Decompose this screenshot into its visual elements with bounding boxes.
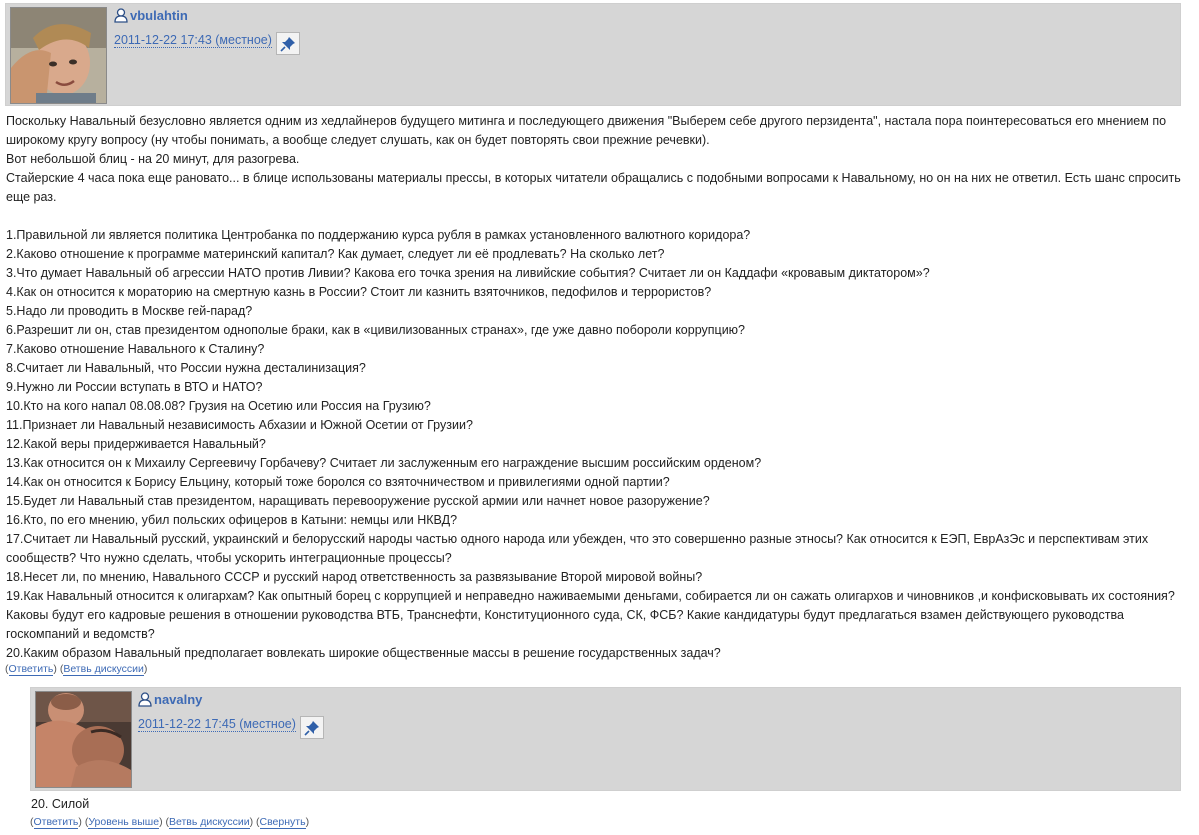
avatar-photo bbox=[36, 692, 131, 787]
question-item: 17.Считает ли Навальный русский, украинский и белорусский народы частью одного народа или убежден, что это совершенно разные этносы? Как относится к ЕЭП, ЕврАзЭс и перспективам этих сообществ? Что нужно сделать, чтобы ускорить интеграционные процессы? bbox=[6, 532, 1149, 565]
pushpin-icon[interactable] bbox=[276, 32, 300, 55]
collapse-link[interactable]: Свернуть bbox=[259, 816, 306, 828]
comment-datetime-link[interactable]: 2011-12-22 17:43 (местное) bbox=[114, 33, 272, 47]
username-link[interactable]: vbulahtin bbox=[130, 8, 188, 23]
question-item: 16.Кто, по его мнению, убил польских офицеров в Катыни: немцы или НКВД? bbox=[6, 513, 458, 527]
date-line bbox=[138, 710, 324, 739]
question-item: 9.Нужно ли России вступать в ВТО и НАТО? bbox=[6, 380, 263, 394]
comment-body bbox=[6, 112, 1186, 663]
user-icon[interactable] bbox=[138, 692, 152, 707]
comment-header bbox=[5, 3, 1181, 106]
user-line bbox=[138, 691, 324, 708]
reply-comment-body: 20. Силой bbox=[31, 797, 90, 811]
date-line bbox=[114, 26, 300, 55]
question-item: 13.Как относится он к Михаилу Сергеевичу Горбачеву? Считает ли заслуженным его награждение высшим российским орденом? bbox=[6, 456, 762, 470]
thread-link[interactable]: Ветвь дискуссии bbox=[169, 816, 250, 828]
question-item: 6.Разрешит ли он, став президентом однополые браки, как в «цивилизованных странах», где уже давно побороли коррупцию? bbox=[6, 323, 746, 337]
question-item: 5.Надо ли проводить в Москве гей-парад? bbox=[6, 304, 253, 318]
body-paragraph: Стайерские 4 часа пока еще рановато... в блице использованы материалы прессы, в которых читатели обращались с подобными вопросами к Навальному, но он на них не ответил. Есть шанс спросить еще раз. bbox=[6, 171, 1181, 204]
avatar[interactable] bbox=[35, 691, 132, 788]
comment-meta bbox=[138, 691, 324, 739]
user-icon[interactable] bbox=[114, 8, 128, 23]
question-item: 3.Что думает Навальный об агрессии НАТО против Ливии? Какова его точка зрения на ливийские события? Считает ли он Каддафи «кровавым диктатором»? bbox=[6, 266, 930, 280]
question-item: 18.Несет ли, по мнению, Навального СССР и русский народ ответственность за развязывание Второй мировой войны? bbox=[6, 570, 703, 584]
comment-actions: (Ответить) (Ветвь дискуссии) bbox=[5, 663, 148, 675]
avatar[interactable] bbox=[10, 7, 107, 104]
question-item: 12.Какой веры придерживается Навальный? bbox=[6, 437, 266, 451]
question-item: 10.Кто на кого напал 08.08.08? Грузия на Осетию или Россия на Грузию? bbox=[6, 399, 431, 413]
avatar-photo bbox=[11, 8, 106, 103]
question-item: 19.Как Навальный относится к олигархам? Как опытный борец с коррупцией и неправедно наживаемыми деньгами, собирается ли он сажать олигархов и чиновников ,и конфисковывать их состояния? Каковы будут его кадровые решения в отношении руководства ВТБ, Транснефти, Конституционного суда, СК, ФСБ? Какие кандидатуры будут предлагаться взамен действующего руководства госкомпаний и ведомств? bbox=[6, 589, 1175, 641]
reply-comment-header bbox=[30, 687, 1181, 791]
blank-line bbox=[6, 207, 1186, 226]
reply-comment-actions: (Ответить) (Уровень выше) (Ветвь дискуссии) (Свернуть) bbox=[30, 816, 310, 828]
question-item: 15.Будет ли Навальный став президентом, наращивать перевооружение русской армии или начнет новое разоружение? bbox=[6, 494, 710, 508]
question-item: 7.Каково отношение Навального к Сталину? bbox=[6, 342, 265, 356]
reply-link[interactable]: Ответить bbox=[8, 663, 54, 675]
thread-link[interactable]: Ветвь дискуссии bbox=[63, 663, 144, 675]
question-item: 8.Считает ли Навальный, что России нужна десталинизация? bbox=[6, 361, 366, 375]
comment-meta bbox=[114, 7, 300, 55]
pushpin-icon[interactable] bbox=[300, 716, 324, 739]
body-paragraph: Поскольку Навальный безусловно является одним из хедлайнеров будущего митинга и последующего движения "Выберем себе другого перзидента", настала пора поинтересоваться его мнением по широкому кругу вопросу (ну чтобы понимать, а вообще следует слушать, как он будет повторять свои прежние речевки). bbox=[6, 114, 1167, 147]
question-item: 11.Признает ли Навальный независимость Абхазии и Южной Осетии от Грузии? bbox=[6, 418, 473, 432]
question-item: 20.Каким образом Навальный предполагает вовлекать широкие общественные массы в решение государственных задач? bbox=[6, 646, 721, 660]
body-paragraph: Вот небольшой блиц - на 20 минут, для разогрева. bbox=[6, 152, 300, 166]
reply-link[interactable]: Ответить bbox=[33, 816, 79, 828]
question-item: 14.Как он относится к Борису Ельцину, который тоже боролся со взяточничеством и привилегиями одной партии? bbox=[6, 475, 670, 489]
question-item: 1.Правильной ли является политика Центробанка по поддержанию курса рубля в рамках установленного валютного коридора? bbox=[6, 228, 751, 242]
question-item: 2.Каково отношение к программе материнский капитал? Как думает, следует ли её продлевать? На сколько лет? bbox=[6, 247, 665, 261]
question-item: 4.Как он относится к мораторию на смертную казнь в России? Стоит ли казнить взяточников, педофилов и террористов? bbox=[6, 285, 712, 299]
username-link[interactable]: navalny bbox=[154, 692, 203, 707]
parent-level-link[interactable]: Уровень выше bbox=[88, 816, 160, 828]
comment-datetime-link[interactable]: 2011-12-22 17:45 (местное) bbox=[138, 717, 296, 731]
user-line bbox=[114, 7, 300, 24]
